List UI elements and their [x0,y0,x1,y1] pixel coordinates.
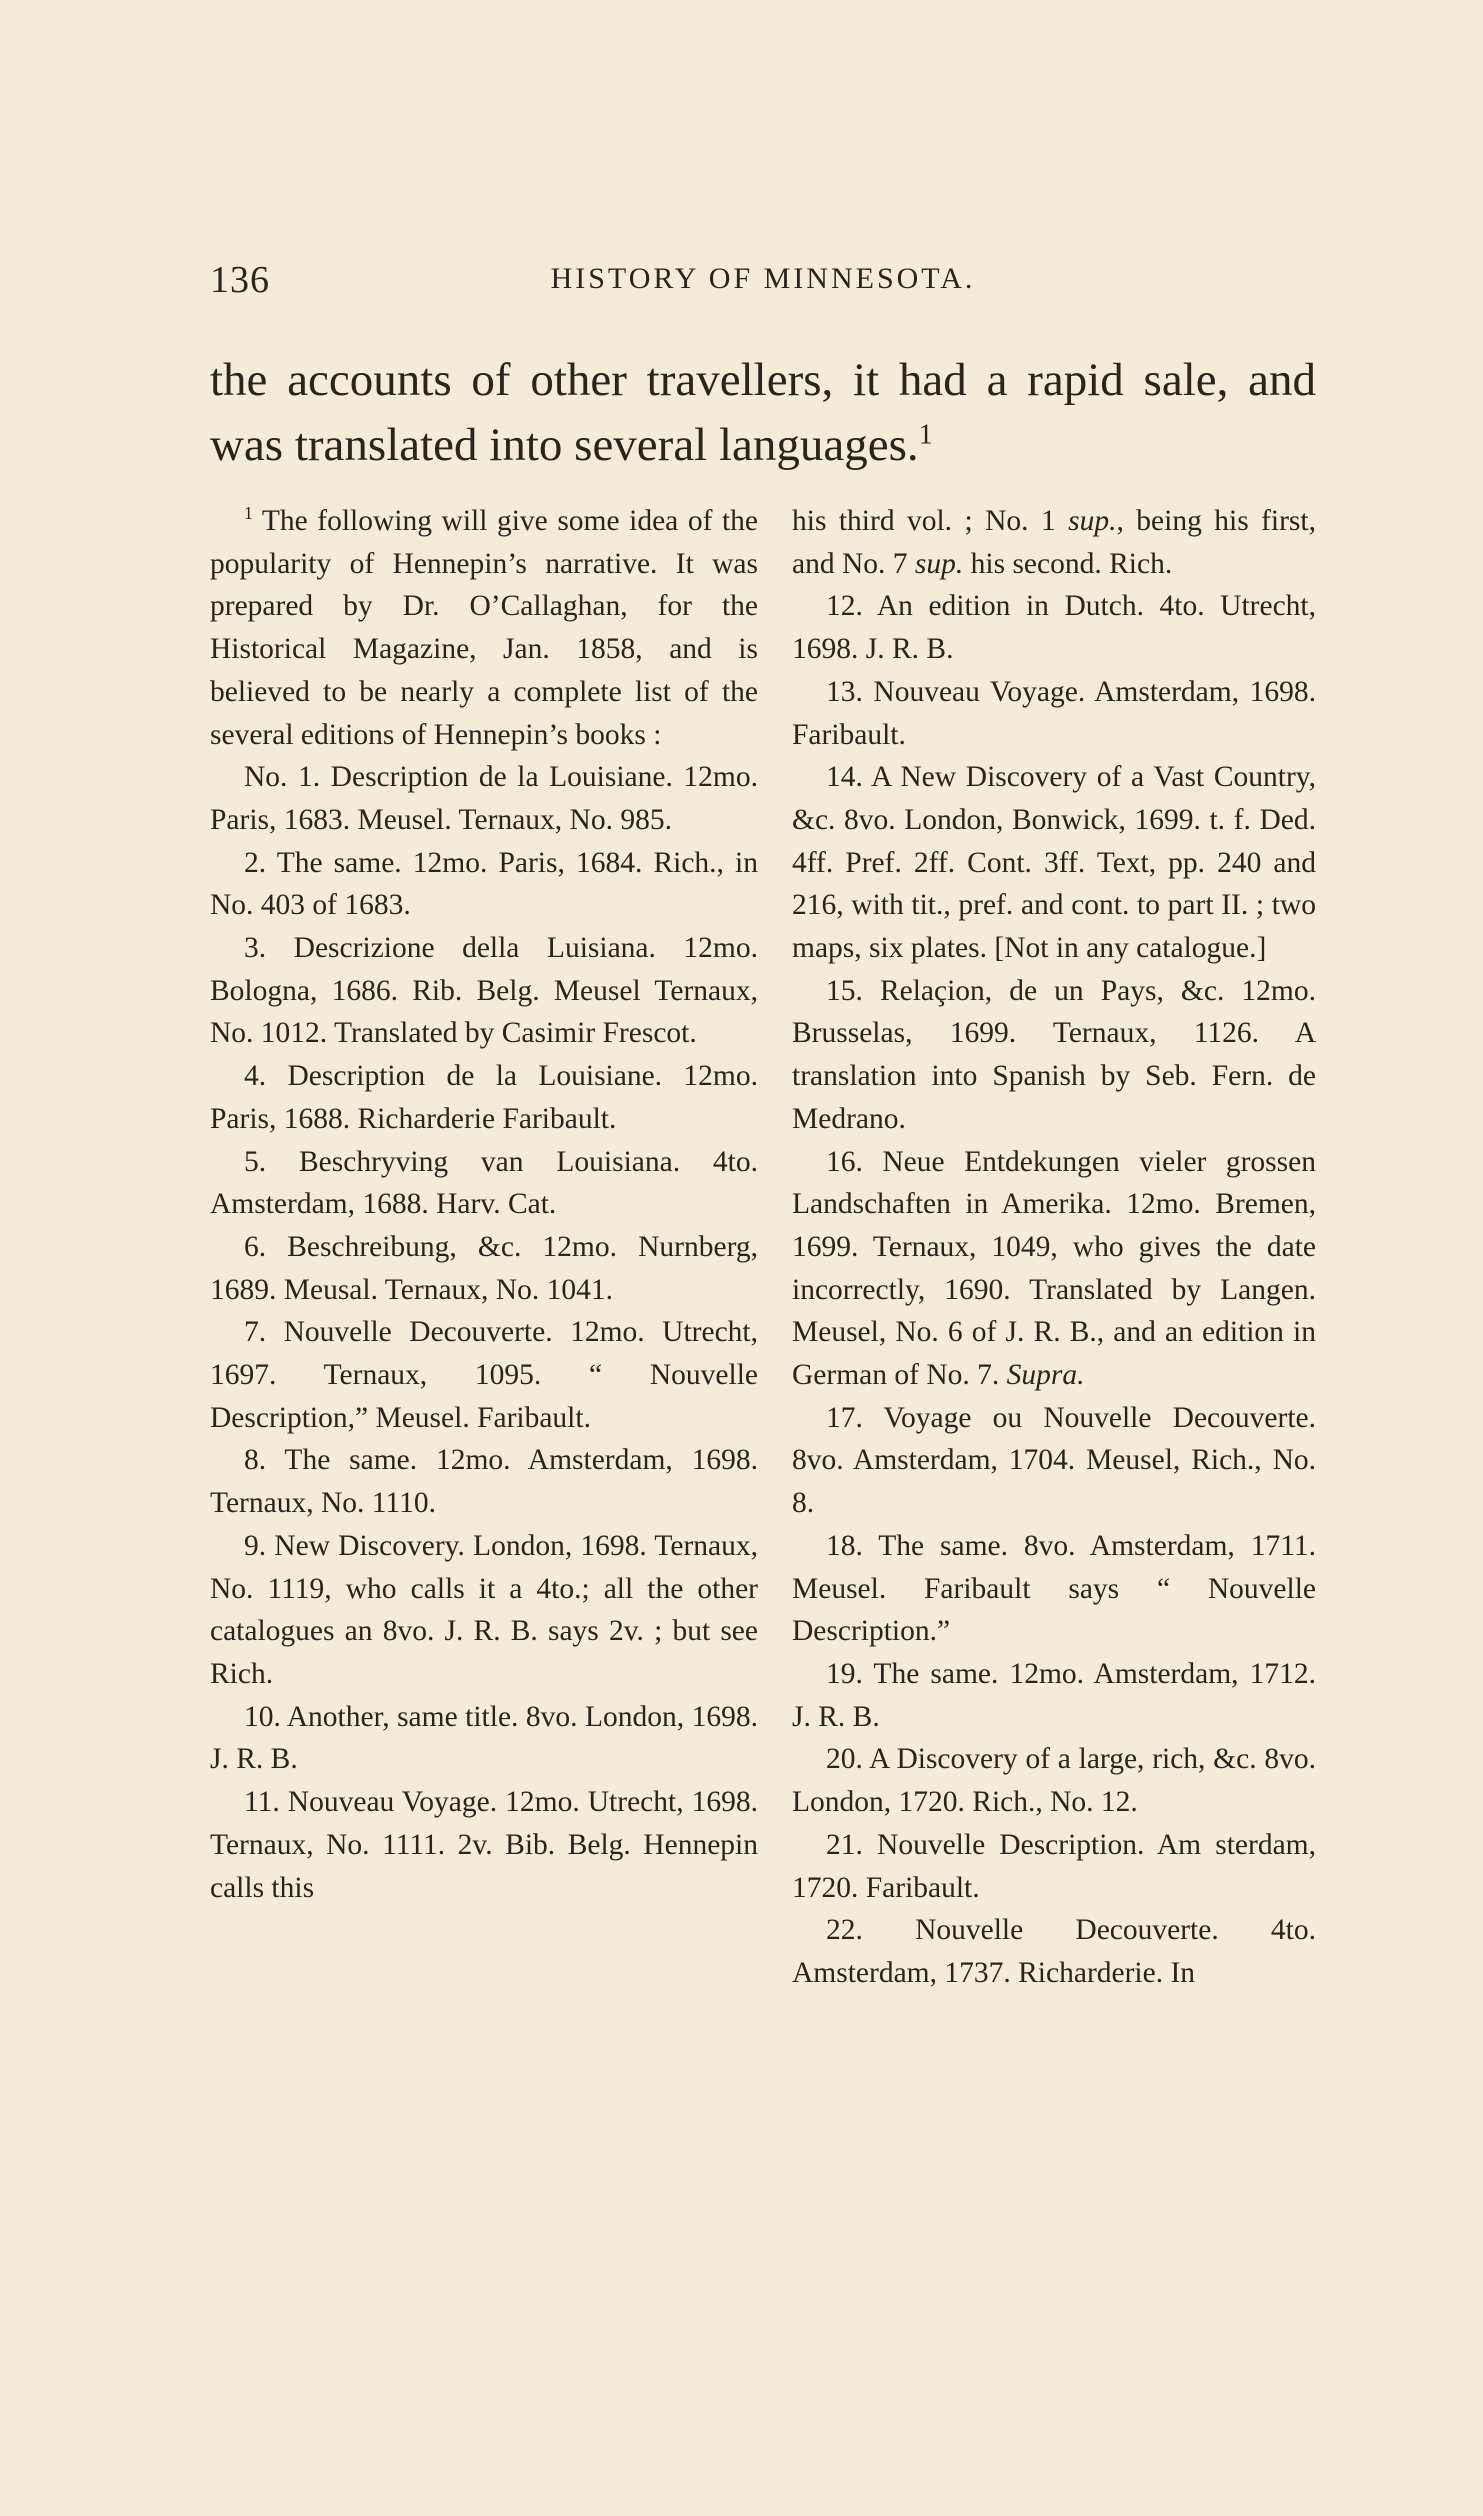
edition-entry: 21. Nouvelle Description. Am sterdam, 1720. Faribault. [792,1828,1316,1904]
edition-entry: No. 1. Description de la Louisiane. 12mo. Paris, 1683. Meusel. Ternaux, No. 985. [210,761,758,836]
footnote-column-right [792,500,1316,1995]
main-text-body: the accounts of other travellers, it had a rapid sale, and was translated into several languages. [210,354,1316,471]
edition-entry: 10. Another, same title. 8vo. London, 1698. J. R. B. [210,1700,758,1776]
edition-entry-continuation: his third vol. ; No. 1 sup., being his first, and No. 7 sup. his second. Rich. [792,505,1316,580]
edition-entry: 5. Beschryving van Louisiana. 4to. Amsterdam, 1688. Harv. Cat. [210,1145,758,1221]
edition-entry: 19. The same. 12mo. Amsterdam, 1712. J. R. B. [792,1657,1316,1733]
edition-entry: 2. The same. 12mo. Paris, 1684. Rich., in No. 403 of 1683. [210,846,758,922]
edition-entry: 4. Description de la Louisiane. 12mo. Paris, 1688. Richarderie Faribault. [210,1060,758,1135]
edition-entry: 22. Nouvelle Decouverte. 4to. Amsterdam, 1737. Richarderie. In [792,1914,1316,1989]
edition-entry: 7. Nouvelle Decouverte. 12mo. Utrecht, 1697. Ternaux, 1095. “ Nouvelle Description,” Meusel. Faribault. [210,1316,758,1434]
edition-entry: 12. An edition in Dutch. 4to. Utrecht, 1698. J. R. B. [792,590,1316,666]
page-number: 136 [210,259,270,301]
edition-entry: 17. Voyage ou Nouvelle Decouverte. 8vo. Amsterdam, 1704. Meusel, Rich., No. 8. [792,1401,1316,1520]
edition-entry: 16. Neue Entdekungen vieler grossen Landschaften in Amerika. 12mo. Bremen, 1699. Ternaux, 1049, who gives the date incorrectly, 1690. Translated by Langen. Meusel, No. 6 of J. R. B., and an edition in German of No. 7. Supra. [792,1145,1316,1392]
edition-entry: 3. Descrizione della Luisiana. 12mo. Bologna, 1686. Rib. Belg. Meusel Ternaux, No. 1012. Translated by Casimir Frescot. [210,932,758,1050]
edition-entry: 14. A New Discovery of a Vast Country, &c. 8vo. London, Bonwick, 1699. t. f. Ded. 4ff. Pref. 2ff. Cont. 3ff. Text, pp. 240 and 216, with tit., pref. and cont. to part II. ; two maps, six plates. [Not in any catalogue.] [792,761,1316,965]
footnote-column-left [210,500,758,1909]
footnote-intro: $^1$ The following will give some idea of the popularity of Hennepin’s narrative. It was prepared by Dr. O’Callaghan, for the Historical Magazine, Jan. 1858, and is believed to be nearly a complete list of the several editions of Hennepin’s books : [210,503,758,751]
running-title: HISTORY OF MINNESOTA. [550,262,976,295]
page-header [210,258,1316,308]
edition-entry: 6. Beschreibung, &c. 12mo. Nurnberg, 1689. Meusal. Ternaux, No. 1041. [210,1230,758,1306]
footnote-marker: 1 [244,503,253,524]
edition-entry: 18. The same. 8vo. Amsterdam, 1711. Meusel. Faribault says “ Nouvelle Description.” [792,1529,1316,1648]
footnote-reference: 1 [918,419,933,451]
main-paragraph [210,348,1316,478]
edition-entry: 8. The same. 12mo. Amsterdam, 1698. Ternaux, No. 1110. [210,1444,758,1520]
edition-entry: 11. Nouveau Voyage. 12mo. Utrecht, 1698. Ternaux, No. 1111. 2v. Bib. Belg. Hennepin calls this [210,1786,758,1904]
edition-entry: 9. New Discovery. London, 1698. Ternaux, No. 1119, who calls it a 4to.; all the other catalogues an 8vo. J. R. B. says 2v. ; but see Rich. [210,1529,758,1690]
edition-entry: 15. Relaçion, de un Pays, &c. 12mo. Brusselas, 1699. Ternaux, 1126. A translation into Spanish by Seb. Fern. de Medrano. [792,974,1316,1135]
edition-entry: 13. Nouveau Voyage. Amsterdam, 1698. Faribault. [792,675,1316,751]
edition-entry: 20. A Discovery of a large, rich, &c. 8vo. London, 1720. Rich., No. 12. [792,1743,1316,1819]
